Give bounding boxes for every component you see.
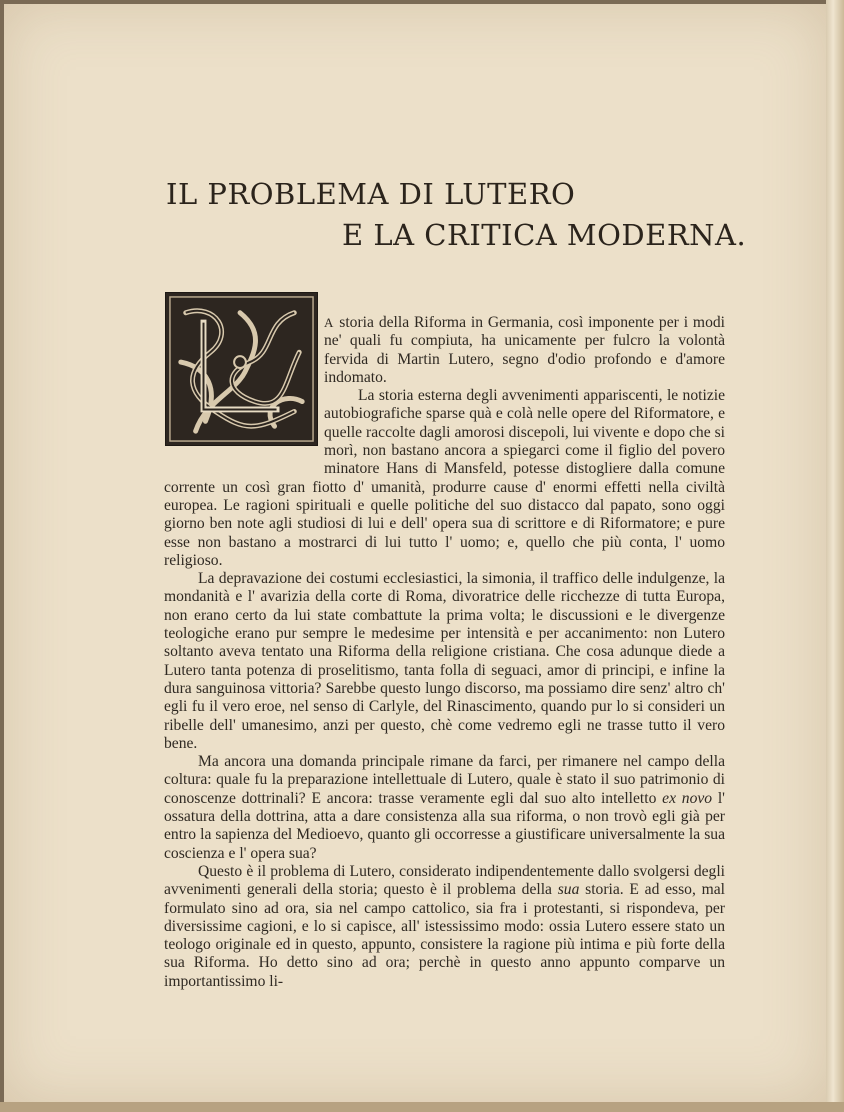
paragraph-5 (164, 863, 725, 991)
paragraph-5-italic: sua (557, 881, 580, 899)
page-edge (826, 0, 844, 1112)
paragraph-5-text-a: Questo è il problema di Lutero, considerato indipendentemente dallo svolgersi degli avvenimenti generali della storia; questo è il problema della (164, 862, 725, 899)
paragraph-5-text-b: storia. E ad esso, mal formulato sino ad ora, sia nel campo cattolico, sia fra i protestanti, si rispondeva, per diversissime cagioni, e lo si capisce, all' istessissimo modo: ossia Lutero essere stato un teologo originale ed in questo, appunto, consistere la ragione più intima e più forte della sua Riforma. Ho detto sino ad ora; perchè in questo anno appunto comparve un importantissimo li- (164, 881, 726, 990)
book-page (4, 4, 826, 1102)
paragraph-4-text-b: l' ossatura della dottrina, atta a dare consistenza alla sua riforma, o non trovò egli già per entro la sapienza del Medioevo, quanto gli occorresse a giustificare universalmente la sua coscienza e l' opera sua? (164, 789, 725, 862)
paragraph-4-italic: ex novo (662, 789, 713, 807)
paragraph-4-text-a: Ma ancora una domanda principale rimane da farci, per rimanere nel campo della coltura: quale fu la preparazione intellettuale di Lutero, quale è stato il suo patrimonio di conoscenze dottrinali? E ancora: trasse veramente egli dal suo alto intelletto (164, 753, 725, 807)
paragraph-3: La depravazione dei costumi ecclesiastici, la simonia, il traffico delle indulgenze, la mondanità e l' avarizia della corte di Roma, divoratrice delle ricchezze di tutta Europa, non erano certo da lui state combattute la prima volta; le discussioni e le divergenze teologiche erano pur sempre le medesime per intensità e per accanimento: non Lutero soltanto aveva tentato una Riforma della religione cristiana. Che cosa adunque diede a Lutero tanta potenza di proselitismo, tanta folla di seguaci, amor di principi, e infine la dura sanguinosa vittoria? Sarebbe questo lungo discorso, ma possiamo dire senz' altro ch' egli fu il vero eroe, nel senso di Carlyle, del Rinascimento, quando pur lo si consideri un ribelle dell' umanesimo, anzi per questo, chè come vedremo egli ne trasse tutto il vero bene. (164, 570, 725, 752)
article-body (164, 314, 725, 991)
page-title-line-2: E LA CRITICA MODERNA. (342, 218, 747, 252)
paragraph-1-text: storia della Riforma in Germania, così imponente per i modi ne' quali fu compiuta, ha unicamente per fulcro la volontà fervida di Martin Lutero, segno d'odio profondo e d'amore indomato. (324, 314, 725, 386)
paragraph-4 (164, 753, 725, 863)
paragraph-2: La storia esterna degli avvenimenti appariscenti, le notizie autobiografiche sparse quà e colà nelle opere del Riformatore, e quelle raccolte dagli amorosi discepoli, lui vivente e dopo che si morì, non bastano ancora a spiegarci come il figlio del povero minatore Hans di Mansfeld, potesse distogliere dalla comune corrente un così gran fiotto d' umanità, produrre cause d' enormi effetti nella civiltà europea. Le ragioni spirituali e quelle politiche del suo distacco dal papato, sono oggi giorno ben note agli studiosi di lui e dell' opera sua di scrittore e di Riformatore; e pure esse non bastano a mostrarci di lui tutto l' uomo; e, quello che più conta, l' uomo religioso. (164, 387, 725, 569)
page-bottom-edge (0, 1102, 844, 1112)
page-title-line-1: IL PROBLEMA DI LUTERO (166, 177, 576, 211)
lead-letter: A (324, 315, 335, 330)
